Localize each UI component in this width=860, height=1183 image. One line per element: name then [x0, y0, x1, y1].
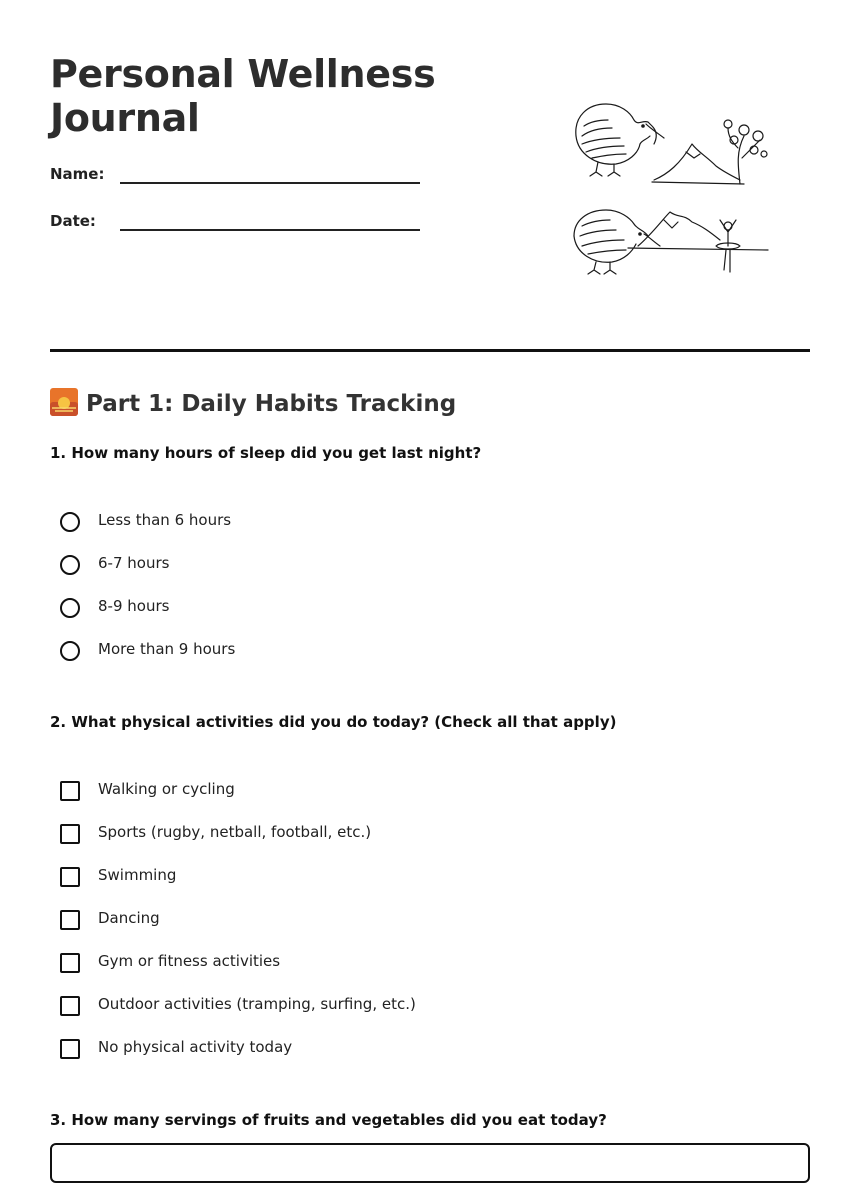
option-label: Sports (rugby, netball, football, etc.): [98, 823, 372, 841]
question-2: 2. What physical activities did you do today? (Check all that apply): [50, 713, 617, 731]
kiwi-bird-icon: [574, 210, 660, 274]
checkbox[interactable]: [60, 1039, 80, 1059]
checkbox[interactable]: [60, 953, 80, 973]
option-label: Swimming: [98, 866, 177, 884]
name-label: Name:: [50, 165, 105, 183]
option-label: 8-9 hours: [98, 597, 170, 615]
option-label: Less than 6 hours: [98, 511, 232, 529]
radio-button[interactable]: [60, 641, 80, 661]
nz-illustration: [568, 96, 773, 286]
option-label: Gym or fitness activities: [98, 952, 281, 970]
page-title: Personal Wellness Journal: [50, 52, 436, 140]
checkbox[interactable]: [60, 781, 80, 801]
option-label: More than 9 hours: [98, 640, 236, 658]
part1-title: [50, 388, 456, 420]
servings-input-box[interactable]: [50, 1143, 810, 1183]
checkbox[interactable]: [60, 996, 80, 1016]
checkbox[interactable]: [60, 824, 80, 844]
part1-title-text: Part 1: Daily Habits Tracking: [86, 391, 457, 417]
option-label: Dancing: [98, 909, 160, 927]
option-label: Outdoor activities (tramping, surfing, etc.): [98, 995, 416, 1013]
question-3: 3. How many servings of fruits and vegetables did you eat today?: [50, 1111, 607, 1129]
dancer-icon: [716, 220, 740, 272]
name-field-row: [50, 165, 470, 189]
option-label: 6-7 hours: [98, 554, 170, 572]
mountain-icon: [652, 144, 744, 184]
date-field-row: [50, 212, 470, 236]
radio-button[interactable]: [60, 598, 80, 618]
journal-page: [50, 0, 810, 1161]
radio-button[interactable]: [60, 555, 80, 575]
option-label: Walking or cycling: [98, 780, 235, 798]
checkbox[interactable]: [60, 910, 80, 930]
checkbox[interactable]: [60, 867, 80, 887]
question-1: 1. How many hours of sleep did you get last night?: [50, 444, 482, 462]
section-divider: [50, 349, 810, 352]
mountain-icon: [628, 212, 768, 250]
date-input-line[interactable]: [120, 229, 420, 231]
kiwi-bird-icon: [576, 104, 664, 176]
name-input-line[interactable]: [120, 182, 420, 184]
date-label: Date:: [50, 212, 96, 230]
radio-button[interactable]: [60, 512, 80, 532]
sunset-emoji-icon: [50, 388, 78, 416]
option-label: No physical activity today: [98, 1038, 293, 1056]
